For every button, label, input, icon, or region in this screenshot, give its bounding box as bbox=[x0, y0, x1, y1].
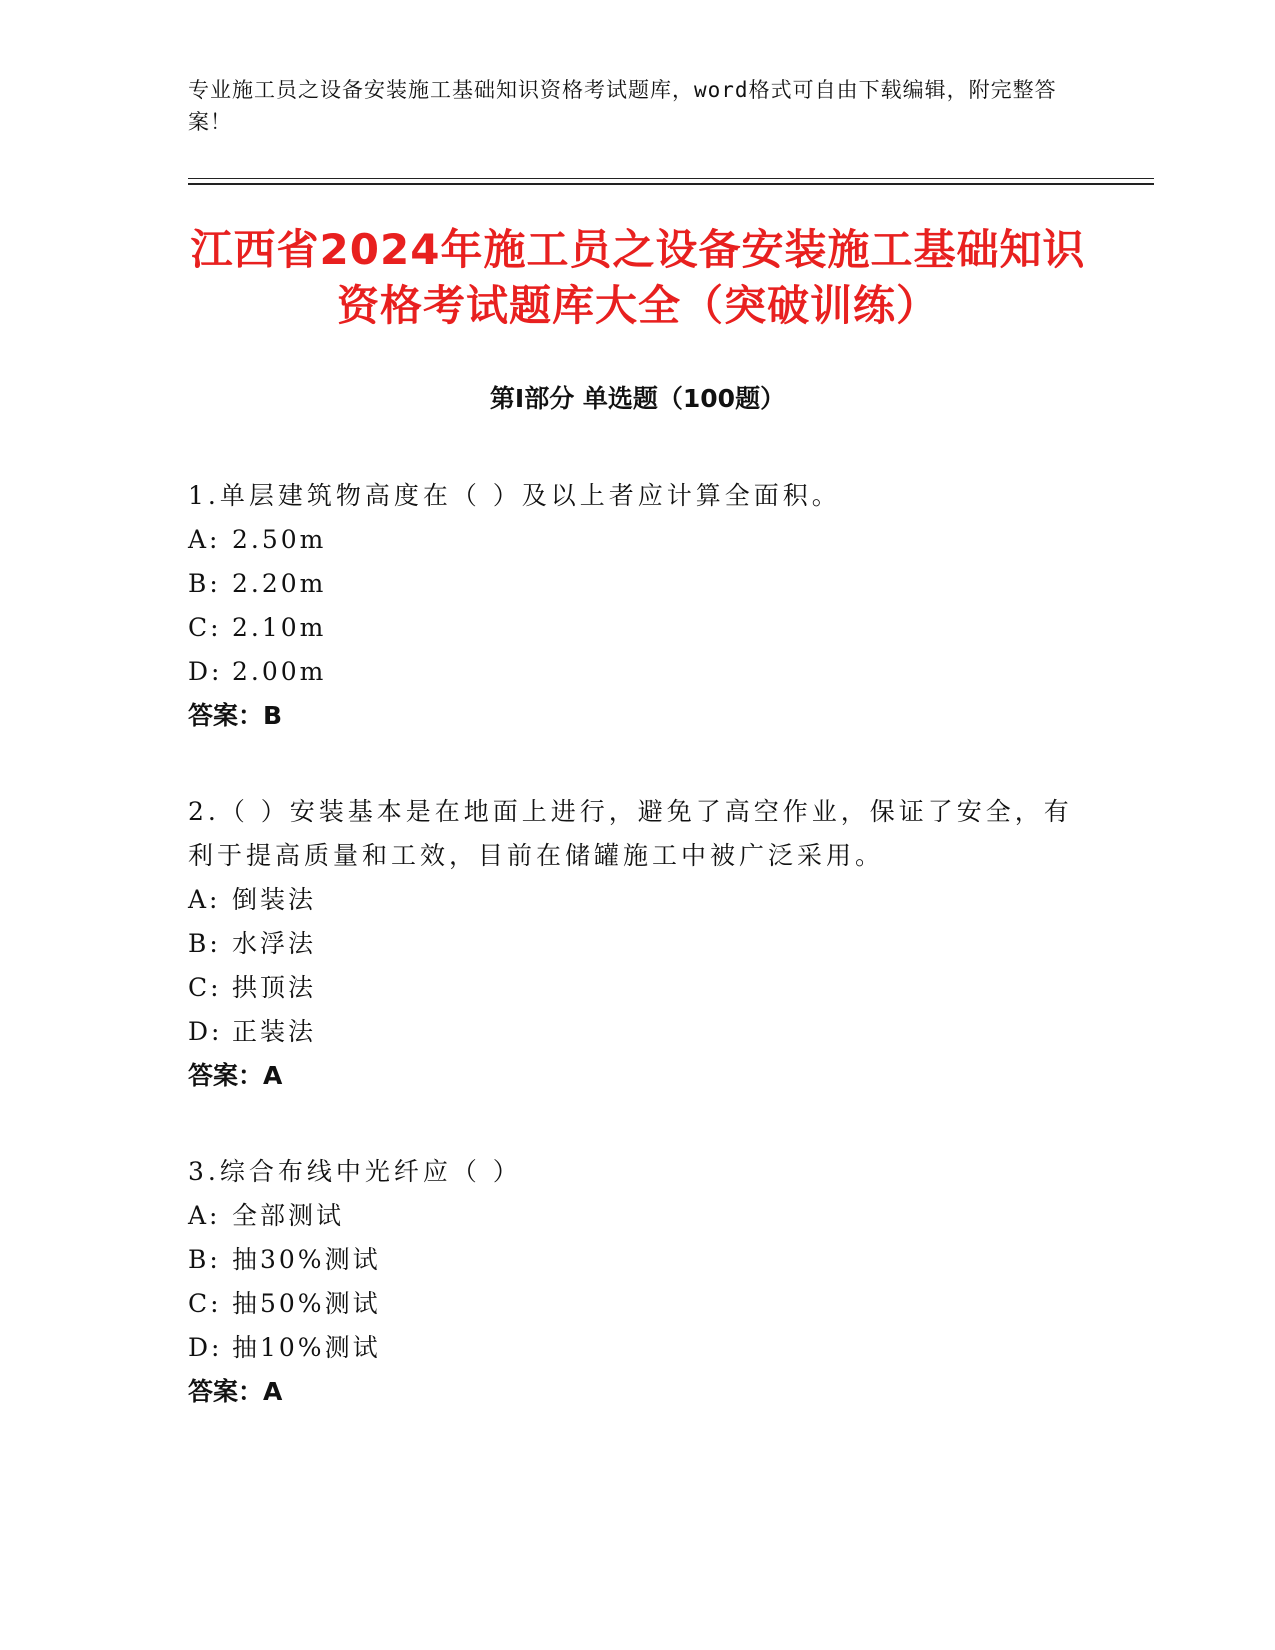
option-text: 抽30%测试 bbox=[232, 1245, 381, 1274]
question-2 bbox=[188, 790, 1088, 1098]
option-label: A: bbox=[188, 1201, 221, 1230]
option-c bbox=[188, 1282, 1088, 1326]
header-divider-thin bbox=[188, 178, 1154, 179]
option-a bbox=[188, 518, 1088, 562]
option-label: A: bbox=[188, 525, 221, 554]
section-title: 第Ⅰ部分 单选题（100题） bbox=[489, 384, 786, 413]
question-stem: 1.单层建筑物高度在（ ）及以上者应计算全面积。 bbox=[188, 481, 841, 510]
header-divider-thick bbox=[188, 183, 1154, 185]
option-a bbox=[188, 878, 1088, 922]
option-b bbox=[188, 922, 1088, 966]
header-note: 专业施工员之设备安装施工基础知识资格考试题库，word格式可自由下载编辑，附完整答案！ bbox=[188, 78, 1057, 134]
question-3 bbox=[188, 1150, 1088, 1414]
option-text: 2.50m bbox=[232, 525, 327, 554]
question-stem: 2.（ ）安装基本是在地面上进行，避免了高空作业，保证了安全，有利于提高质量和工效，目前在储罐施工中被广泛采用。 bbox=[188, 797, 1073, 870]
answer: 答案：A bbox=[188, 1377, 283, 1406]
option-d bbox=[188, 650, 1088, 694]
option-label: B: bbox=[188, 929, 221, 958]
option-text: 2.00m bbox=[232, 657, 327, 686]
option-label: D: bbox=[188, 1017, 223, 1046]
option-label: B: bbox=[188, 1245, 221, 1274]
answer: 答案：A bbox=[188, 1061, 283, 1090]
answer: 答案：B bbox=[188, 701, 283, 730]
option-text: 抽10%测试 bbox=[232, 1333, 381, 1362]
option-label: D: bbox=[188, 657, 223, 686]
option-c bbox=[188, 606, 1088, 650]
option-text: 拱顶法 bbox=[232, 973, 317, 1002]
option-c bbox=[188, 966, 1088, 1010]
document-title: 江西省2024年施工员之设备安装施工基础知识资格考试题库大全（突破训练） bbox=[190, 225, 1086, 330]
question-stem: 3.综合布线中光纤应（ ） bbox=[188, 1157, 522, 1186]
option-text: 水浮法 bbox=[232, 929, 317, 958]
option-text: 正装法 bbox=[232, 1017, 317, 1046]
option-text: 抽50%测试 bbox=[232, 1289, 381, 1318]
option-label: D: bbox=[188, 1333, 223, 1362]
option-label: B: bbox=[188, 569, 221, 598]
option-label: C: bbox=[188, 973, 222, 1002]
option-d bbox=[188, 1326, 1088, 1370]
option-text: 2.20m bbox=[232, 569, 327, 598]
option-a bbox=[188, 1194, 1088, 1238]
option-text: 倒装法 bbox=[232, 885, 317, 914]
option-d bbox=[188, 1010, 1088, 1054]
option-b bbox=[188, 562, 1088, 606]
question-1 bbox=[188, 474, 1088, 738]
option-label: C: bbox=[188, 1289, 222, 1318]
option-text: 2.10m bbox=[232, 613, 327, 642]
option-label: C: bbox=[188, 613, 222, 642]
option-b bbox=[188, 1238, 1088, 1282]
option-text: 全部测试 bbox=[232, 1201, 345, 1230]
option-label: A: bbox=[188, 885, 221, 914]
